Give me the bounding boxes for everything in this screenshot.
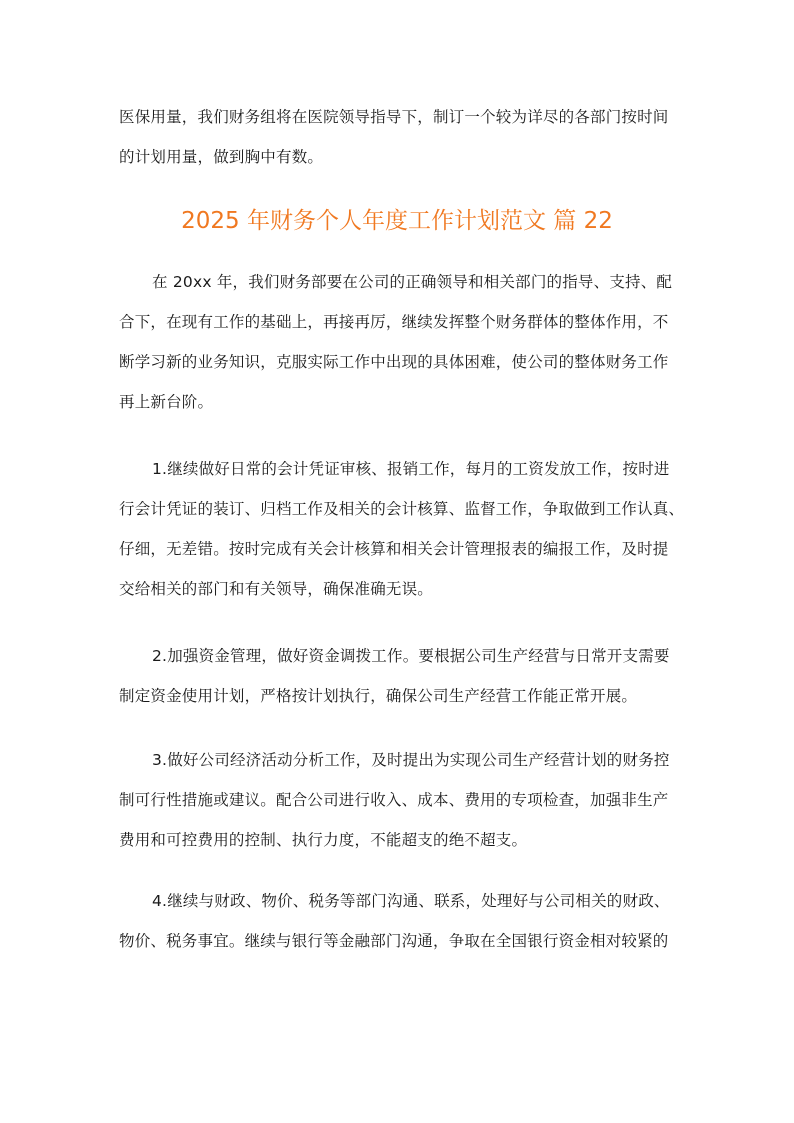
paragraph-2 <box>119 449 685 609</box>
text-line: 制定资金使用计划，严格按计划执行，确保公司生产经营工作能正常开展。 <box>119 687 638 705</box>
text-line: 的计划用量，做到胸中有数。 <box>119 148 324 166</box>
text-line: 3.做好公司经济活动分析工作，及时提出为实现公司生产经营计划的财务控 <box>152 751 670 769</box>
text-line: 医保用量，我们财务组将在医院领导指导下，制订一个较为详尽的各部门按时间 <box>119 108 669 126</box>
paragraph-5 <box>119 881 679 961</box>
text-line: 制可行性措施或建议。配合公司进行收入、成本、费用的专项检查，加强非生产 <box>119 791 669 809</box>
text-line: 仔细，无差错。按时完成有关会计核算和相关会计管理报表的编报工作，及时提 <box>119 540 669 558</box>
paragraph-4 <box>119 740 679 860</box>
intro-paragraph <box>119 97 679 177</box>
section-title: 2025 年财务个人年度工作计划范文 篇 22 <box>181 208 613 234</box>
text-line: 交给相关的部门和有关领导，确保准确无误。 <box>119 580 434 598</box>
paragraph-3 <box>119 636 679 716</box>
text-line: 在 20xx 年，我们财务部要在公司的正确领导和相关部门的指导、支持、配 <box>152 273 673 291</box>
text-line: 行会计凭证的装订、归档工作及相关的会计核算、监督工作，争取做到工作认真、 <box>119 500 685 518</box>
text-line: 再上新台阶。 <box>119 393 214 411</box>
text-line: 4.继续与财政、物价、税务等部门沟通、联系，处理好与公司相关的财政、 <box>152 892 670 910</box>
text-line: 断学习新的业务知识，克服实际工作中出现的具体困难，使公司的整体财务工作 <box>119 353 669 371</box>
text-line: 物价、税务事宜。继续与银行等金融部门沟通，争取在全国银行资金相对较紧的 <box>119 932 669 950</box>
text-line: 费用和可控费用的控制、执行力度，不能超支的绝不超支。 <box>119 831 528 849</box>
text-line: 1.继续做好日常的会计凭证审核、报销工作，每月的工资发放工作，按时进 <box>152 460 670 478</box>
paragraph-1 <box>119 262 679 422</box>
text-line: 2.加强资金管理，做好资金调拨工作。要根据公司生产经营与日常开支需要 <box>152 647 670 665</box>
text-line: 合下，在现有工作的基础上，再接再厉，继续发挥整个财务群体的整体作用，不 <box>119 313 669 331</box>
